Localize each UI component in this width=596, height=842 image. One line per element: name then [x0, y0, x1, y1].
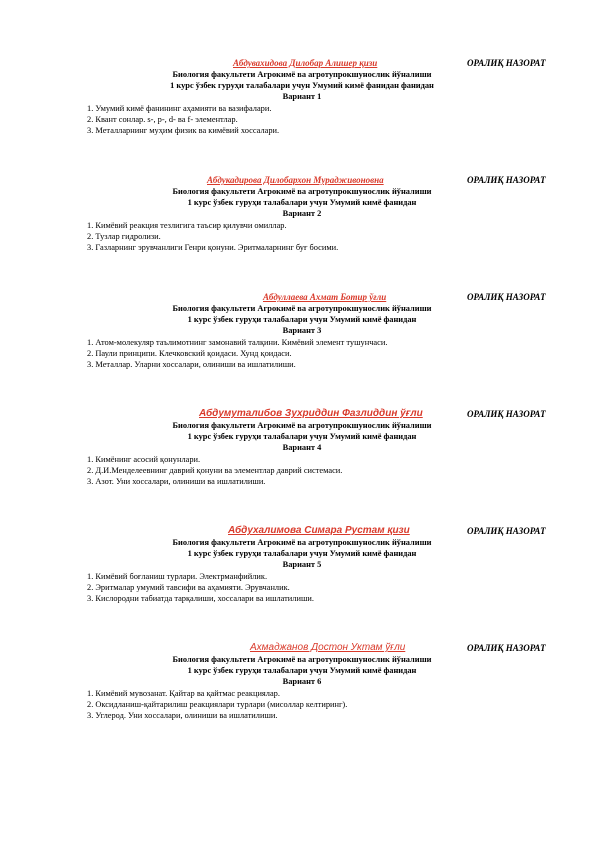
faculty-line: Биология факультети Агрокимё ва агротупрокшунослик йўналиши	[172, 421, 432, 430]
question-item: 1. Кимёвий боғланиш турлари. Электрманфийлик.	[87, 572, 268, 581]
question-item: 1. Атом-молекуляр таълимотнинг замонавий талқини. Кимёвий элемент тушунчаси.	[87, 338, 388, 347]
question-list	[0, 688, 596, 722]
variant-block-5	[0, 525, 596, 642]
question-item: 3. Металлар. Уларни хоссалари, олиниши ва ишлатилиши.	[87, 360, 296, 370]
faculty-line: Биология факультети Агрокимё ва агротупрокшунослик йўналиши	[172, 304, 432, 313]
course-line: 1 курс ўзбек гуруҳи талабалари учун Умумий кимё фанидан фанидан	[170, 81, 434, 90]
student-name: Абдухалимова Симара Рустам қизи	[228, 525, 410, 536]
control-label: ОРАЛИҚ НАЗОРАТ	[467, 526, 546, 536]
question-item: 3. Углерод. Уни хоссалари, олиниши ва ишлатилиши.	[87, 711, 278, 721]
name-line	[0, 408, 596, 420]
question-item: 2. Эритмалар умумий тавсифи ва аҳамияти. Эрувчанлик.	[87, 583, 290, 593]
control-label: ОРАЛИҚ НАЗОРАТ	[467, 175, 546, 185]
faculty-line: Биология факультети Агрокимё ва агротупрокшунослик йўналиши	[172, 538, 432, 547]
question-list	[0, 337, 596, 371]
question-item: 1. Кимёнинг асосий қонунлари.	[87, 455, 201, 464]
control-label: ОРАЛИҚ НАЗОРАТ	[467, 58, 546, 68]
question-item: 2. Паули принципи. Клечковский қоидаси. Хунд қоидаси.	[87, 349, 292, 359]
variant-title: Вариант 6	[282, 677, 322, 686]
student-name: Абдуллаева Ахмат Ботир ўғли	[263, 292, 387, 302]
name-line	[0, 57, 596, 69]
student-name: Абдукадирова Дилобархон Мурадживоновна	[207, 175, 384, 185]
control-label: ОРАЛИҚ НАЗОРАТ	[467, 643, 546, 653]
question-item: 3. Азот. Уни хоссалари, олиниши ва ишлатилиши.	[87, 477, 266, 487]
variant-title: Вариант 1	[282, 92, 322, 101]
variant-block-3	[0, 291, 596, 408]
variant-block-6	[0, 642, 596, 759]
faculty-line: Биология факультети Агрокимё ва агротупрокшунослик йўналиши	[172, 187, 432, 196]
question-item: 2. Оксидланиш-қайтарилиш реакциялари турлари (мисоллар келтиринг).	[87, 700, 348, 710]
variant-title: Вариант 3	[282, 326, 322, 335]
student-name: Абдувахидова Дилобар Алишер қизи	[233, 58, 378, 68]
question-item: 1. Умумий кимё фанининг аҳамияти ва вазифалари.	[87, 104, 272, 113]
variant-block-1	[0, 57, 596, 174]
control-label: ОРАЛИҚ НАЗОРАТ	[467, 409, 546, 419]
student-name: Абдумуталибов Зухриддин Фазлиддин ўғли	[199, 408, 423, 419]
question-list	[0, 571, 596, 605]
question-item: 2. Д.И.Менделеевнинг даврий қонуни ва элементлар даврий системаси.	[87, 466, 343, 476]
course-line: 1 курс ўзбек гуруҳи талабалари учун Умумий кимё фанидан	[187, 315, 417, 324]
course-line: 1 курс ўзбек гуруҳи талабалари учун Умумий кимё фанидан	[187, 432, 417, 441]
faculty-line: Биология факультети Агрокимё ва агротупрокшунослик йўналиши	[172, 70, 432, 79]
faculty-line: Биология факультети Агрокимё ва агротупрокшунослик йўналиши	[172, 655, 432, 664]
question-item: 1. Кимёвий реакция тезлигига таъсир қилувчи омиллар.	[87, 221, 287, 230]
control-label: ОРАЛИҚ НАЗОРАТ	[467, 292, 546, 302]
question-item: 3. Газларнинг эрувчанлиги Генри қонуни. Эритмаларнинг буғ босими.	[87, 243, 339, 253]
question-item: 2. Квант сонлар. s-, p-, d- ва f- элементлар.	[87, 115, 238, 125]
variant-block-4	[0, 408, 596, 525]
course-line: 1 курс ўзбек гуруҳи талабалари учун Умумий кимё фанидан	[187, 198, 417, 207]
student-name: Ахмаджанов Достон Уктам ўғли	[250, 642, 406, 653]
variant-block-2	[0, 174, 596, 291]
variant-title: Вариант 4	[282, 443, 322, 452]
name-line	[0, 174, 596, 186]
question-item: 3. Металларнинг муҳим физик ва кимёвий хоссалари.	[87, 126, 280, 136]
question-list	[0, 103, 596, 137]
course-line: 1 курс ўзбек гуруҳи талабалари учун Умумий кимё фанидан	[187, 666, 417, 675]
question-list	[0, 220, 596, 254]
question-list	[0, 454, 596, 488]
name-line	[0, 525, 596, 537]
name-line	[0, 291, 596, 303]
course-line: 1 курс ўзбек гуруҳи талабалари учун Умумий кимё фанидан	[187, 549, 417, 558]
variant-title: Вариант 2	[282, 209, 322, 218]
variant-title: Вариант 5	[282, 560, 322, 569]
question-item: 2. Тузлар гидролизи.	[87, 232, 161, 242]
question-item: 1. Кимёвий мувозанат. Қайтар ва қайтмас реакциялар.	[87, 689, 280, 698]
name-line	[0, 642, 596, 654]
question-item: 3. Кислородни табиатда тарқалиши, хоссалари ва ишлатилиши.	[87, 594, 314, 604]
